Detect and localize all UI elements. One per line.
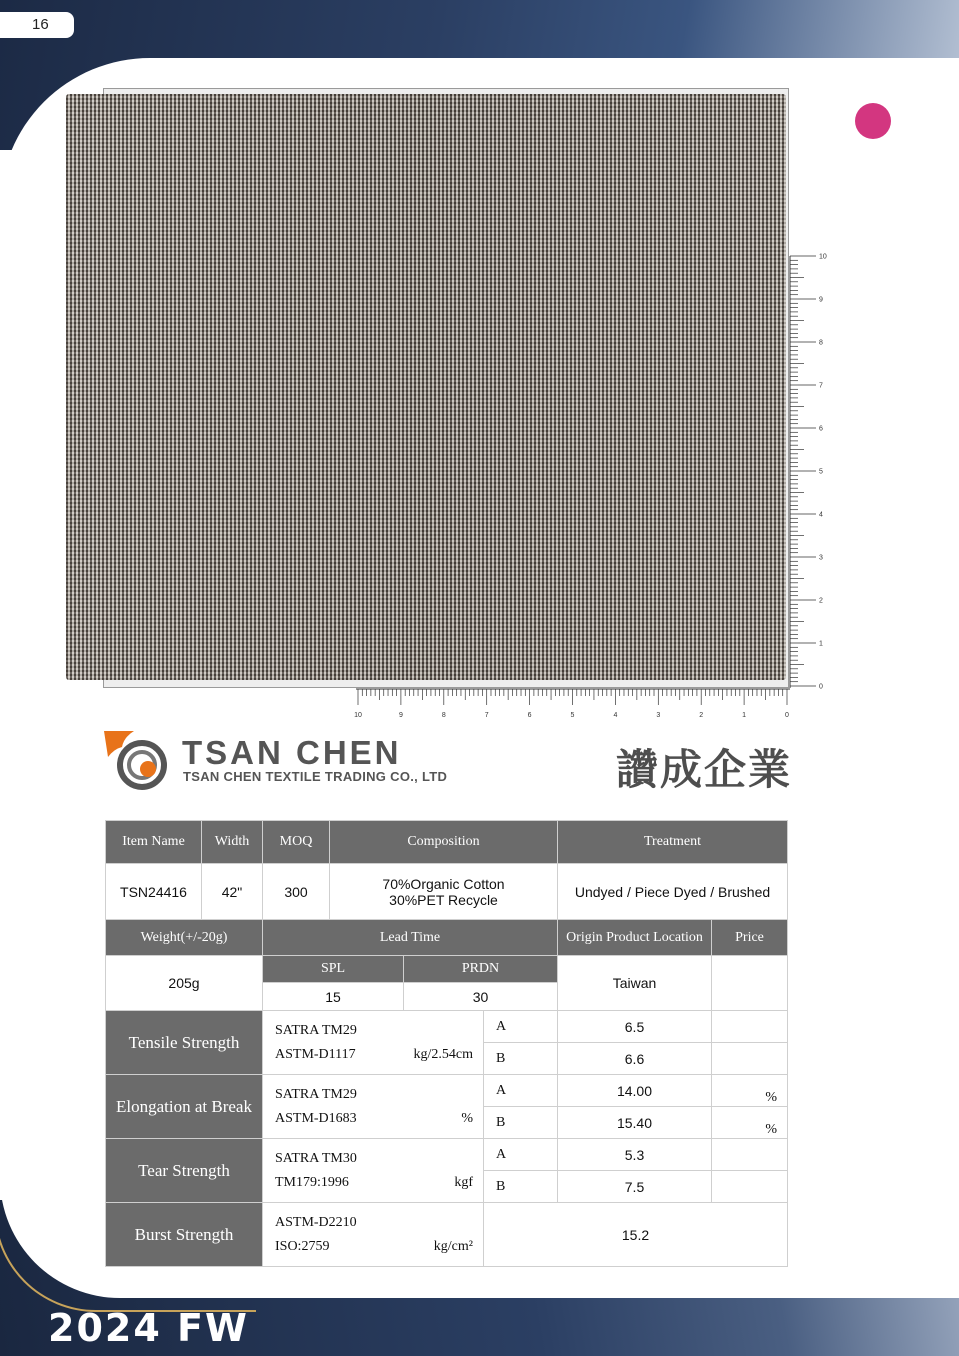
ruler-label: 10 bbox=[819, 253, 827, 261]
ruler-label: 0 bbox=[819, 683, 823, 691]
header-spl: SPL bbox=[263, 956, 404, 983]
test-b-value: 15.40 bbox=[558, 1107, 712, 1139]
method-line-2: ASTM-D1117 bbox=[275, 1047, 356, 1062]
ruler-label: 5 bbox=[570, 712, 575, 719]
test-a-label: A bbox=[484, 1075, 558, 1107]
method-line-2: ASTM-D1683 bbox=[275, 1111, 357, 1126]
header-prdn: PRDN bbox=[404, 956, 558, 983]
header-item-name: Item Name bbox=[106, 821, 202, 864]
test-a-value: 14.00 bbox=[558, 1075, 712, 1107]
fabric-swatch-image bbox=[66, 94, 786, 680]
value-width: 42" bbox=[202, 864, 263, 920]
test-a-label: A bbox=[484, 1139, 558, 1171]
test-a-unit: % bbox=[712, 1075, 788, 1107]
tsan-chen-logo-icon bbox=[104, 731, 168, 789]
ruler-label: 5 bbox=[819, 468, 823, 476]
ruler-label: 3 bbox=[819, 554, 823, 562]
value-composition bbox=[330, 864, 558, 920]
test-a-unit bbox=[712, 1139, 788, 1171]
value-item-name: TSN24416 bbox=[106, 864, 202, 920]
value-price bbox=[712, 956, 788, 1011]
value-spl: 15 bbox=[263, 983, 404, 1011]
method-line-2: TM179:1996 bbox=[275, 1175, 349, 1190]
ruler-label: 4 bbox=[819, 511, 823, 519]
ruler-label: 3 bbox=[656, 712, 661, 719]
header-origin: Origin Product Location bbox=[558, 920, 712, 956]
pink-dot-icon bbox=[855, 103, 891, 139]
method-unit: kgf bbox=[454, 1175, 473, 1190]
method-line-1: SATRA TM30 bbox=[275, 1151, 357, 1166]
spec-table bbox=[105, 820, 788, 1267]
ruler-label: 10 bbox=[354, 712, 362, 719]
header-treatment: Treatment bbox=[558, 821, 788, 864]
page-number: 16 bbox=[0, 12, 74, 38]
test-a-value: 6.5 bbox=[558, 1011, 712, 1043]
test-b-value: 6.6 bbox=[558, 1043, 712, 1075]
value-treatment: Undyed / Piece Dyed / Brushed bbox=[558, 864, 788, 920]
header-composition: Composition bbox=[330, 821, 558, 864]
test-a-value: 5.3 bbox=[558, 1139, 712, 1171]
ruler-label: 8 bbox=[819, 339, 823, 347]
header-price: Price bbox=[712, 920, 788, 956]
ruler-label: 2 bbox=[699, 712, 704, 719]
ruler-label: 7 bbox=[484, 712, 489, 719]
ruler-label: 0 bbox=[785, 712, 789, 719]
test-method-tear bbox=[263, 1139, 484, 1203]
ruler-label: 2 bbox=[819, 597, 823, 605]
header-lead-time: Lead Time bbox=[263, 920, 558, 956]
test-method-elongation bbox=[263, 1075, 484, 1139]
season-label: 2024 FW bbox=[48, 1306, 249, 1350]
ruler-label: 9 bbox=[819, 296, 823, 304]
test-b-unit bbox=[712, 1171, 788, 1203]
header-width: Width bbox=[202, 821, 263, 864]
ruler-label: 7 bbox=[819, 382, 823, 390]
value-origin: Taiwan bbox=[558, 956, 712, 1011]
method-unit: kg/2.54cm bbox=[413, 1047, 473, 1062]
ruler-label: 9 bbox=[398, 712, 403, 719]
ruler-label: 6 bbox=[819, 425, 823, 433]
test-method-tensile bbox=[263, 1011, 484, 1075]
test-a-label: A bbox=[484, 1011, 558, 1043]
composition-line-2: 30%PET Recycle bbox=[389, 891, 498, 908]
ruler-label: 8 bbox=[441, 712, 446, 719]
ruler-label: 4 bbox=[613, 712, 618, 719]
brand-chinese-name: 讚成企業 bbox=[616, 746, 793, 793]
value-weight: 205g bbox=[106, 956, 263, 1011]
ruler-label: 1 bbox=[819, 640, 823, 648]
ruler-label: 6 bbox=[527, 712, 532, 719]
method-line-1: ASTM-D2210 bbox=[275, 1215, 357, 1230]
method-line-2: ISO:2759 bbox=[275, 1239, 330, 1254]
test-label-tensile: Tensile Strength bbox=[106, 1011, 263, 1075]
test-value-burst: 15.2 bbox=[484, 1203, 788, 1267]
brand-subtitle: TSAN CHEN TEXTILE TRADING CO., LTD bbox=[183, 769, 448, 784]
test-b-label: B bbox=[484, 1171, 558, 1203]
test-b-label: B bbox=[484, 1043, 558, 1075]
test-b-value: 7.5 bbox=[558, 1171, 712, 1203]
method-line-1: SATRA TM29 bbox=[275, 1087, 357, 1102]
header-moq: MOQ bbox=[263, 821, 330, 864]
value-moq: 300 bbox=[263, 864, 330, 920]
test-label-burst: Burst Strength bbox=[106, 1203, 263, 1267]
test-label-elongation: Elongation at Break bbox=[106, 1075, 263, 1139]
test-b-unit: % bbox=[712, 1107, 788, 1139]
horizontal-ruler bbox=[356, 688, 790, 722]
method-line-1: SATRA TM29 bbox=[275, 1023, 357, 1038]
test-b-label: B bbox=[484, 1107, 558, 1139]
test-b-unit bbox=[712, 1043, 788, 1075]
method-unit: kg/cm² bbox=[433, 1239, 473, 1254]
method-unit: % bbox=[461, 1111, 473, 1126]
composition-line-1: 70%Organic Cotton bbox=[382, 875, 505, 892]
header-weight: Weight(+/-20g) bbox=[106, 920, 263, 956]
test-label-tear: Tear Strength bbox=[106, 1139, 263, 1203]
vertical-ruler bbox=[789, 253, 829, 691]
ruler-label: 1 bbox=[742, 712, 747, 719]
test-method-burst bbox=[263, 1203, 484, 1267]
test-a-unit bbox=[712, 1011, 788, 1043]
value-prdn: 30 bbox=[404, 983, 558, 1011]
brand-name: TSAN CHEN bbox=[182, 734, 402, 771]
